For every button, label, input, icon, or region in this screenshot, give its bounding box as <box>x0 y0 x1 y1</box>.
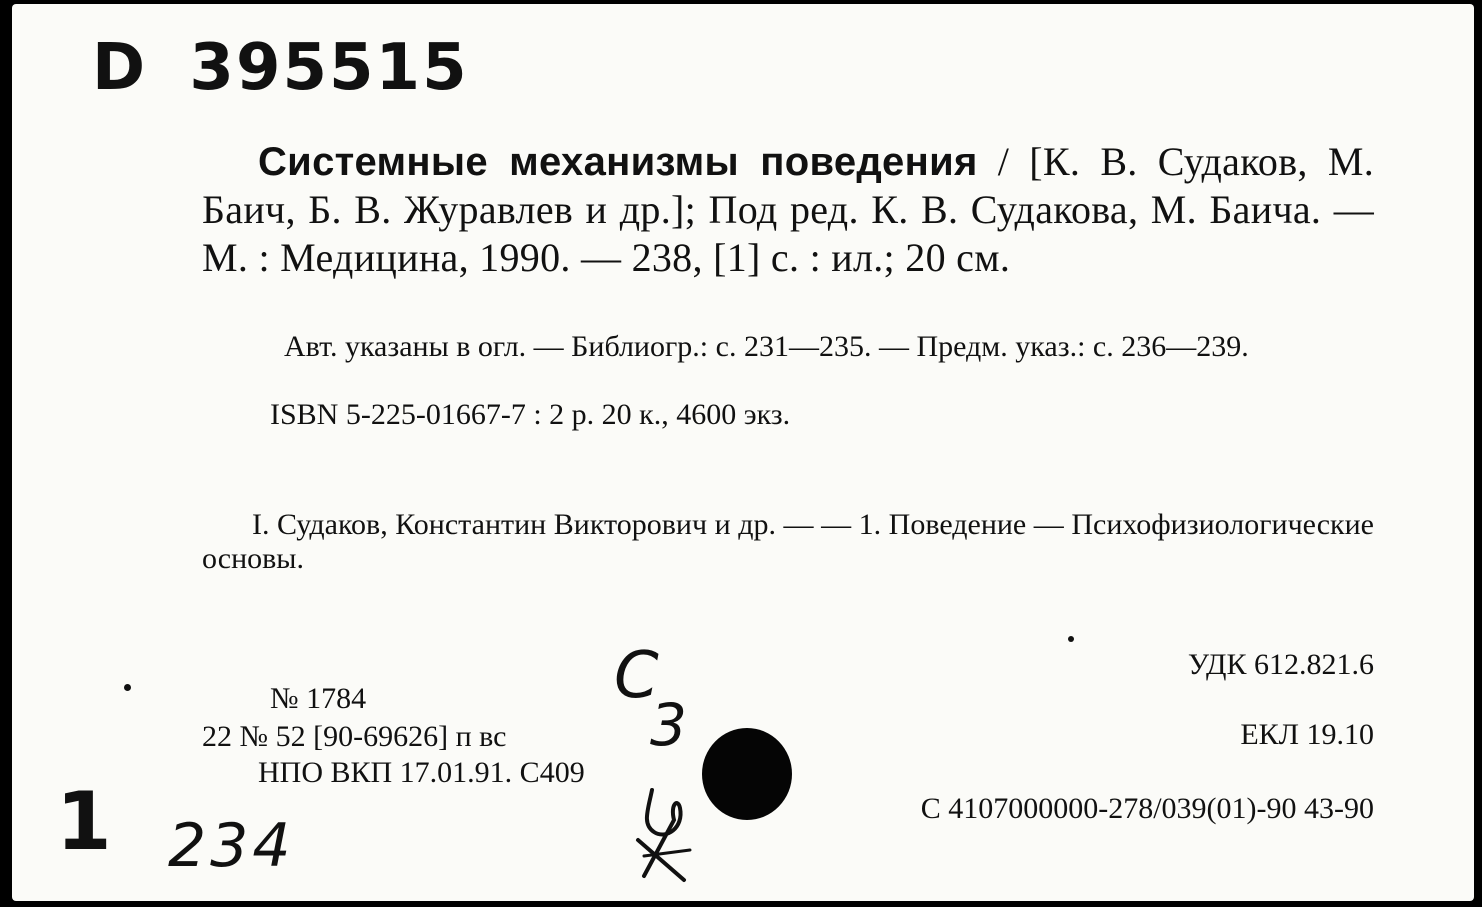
handwritten-mark-c: С <box>614 639 659 713</box>
ink-blot <box>702 728 792 820</box>
ekl-code: ЕКЛ 19.10 <box>1240 718 1374 751</box>
call-number-value: 395515 <box>189 31 469 105</box>
tracings-text: I. Судаков, Константин Викторович и др. — — 1. Поведение — Психофизиологические основы. <box>202 508 1374 575</box>
entry-title: Системные механизмы поведения <box>258 140 978 184</box>
handwritten-digit-1: 1 <box>56 775 112 868</box>
bibliographic-entry <box>202 138 1374 282</box>
bibliography-note-text: Авт. указаны в огл. — Библиогр.: с. 231—235. — Предм. указ.: с. 236—239. <box>284 330 1249 363</box>
call-number <box>92 31 469 105</box>
speck <box>1068 636 1074 642</box>
handwritten-mark-3: 3 <box>650 691 687 759</box>
handwritten-cross-mark <box>624 780 694 884</box>
bibliography-note <box>202 330 1374 364</box>
udk-code: УДК 612.821.6 <box>1187 648 1374 681</box>
call-number-letter: D <box>92 31 148 105</box>
speck <box>124 684 131 691</box>
entry-responsibility: / [К. В. Судаков, М. Баич, Б. В. Журавлев и др.]; Под ред. К. В. Судакова, М. Баича. — М. : Медицина, 1990. — 238, [1] с. : ил.; 20 см. <box>202 139 1374 280</box>
tracings <box>202 508 1374 576</box>
card-number: № 1784 <box>270 682 367 715</box>
handwritten-number-234: 234 <box>168 811 295 881</box>
isbn-line: ISBN 5-225-01667-7 : 2 р. 20 к., 4600 экз. <box>270 398 791 431</box>
publisher-line: НПО ВКП 17.01.91. С409 <box>258 756 585 789</box>
order-line: 22 № 52 [90-69626] п вс <box>202 720 507 753</box>
classification-code: С 4107000000-278/039(01)-90 43-90 <box>920 792 1374 825</box>
